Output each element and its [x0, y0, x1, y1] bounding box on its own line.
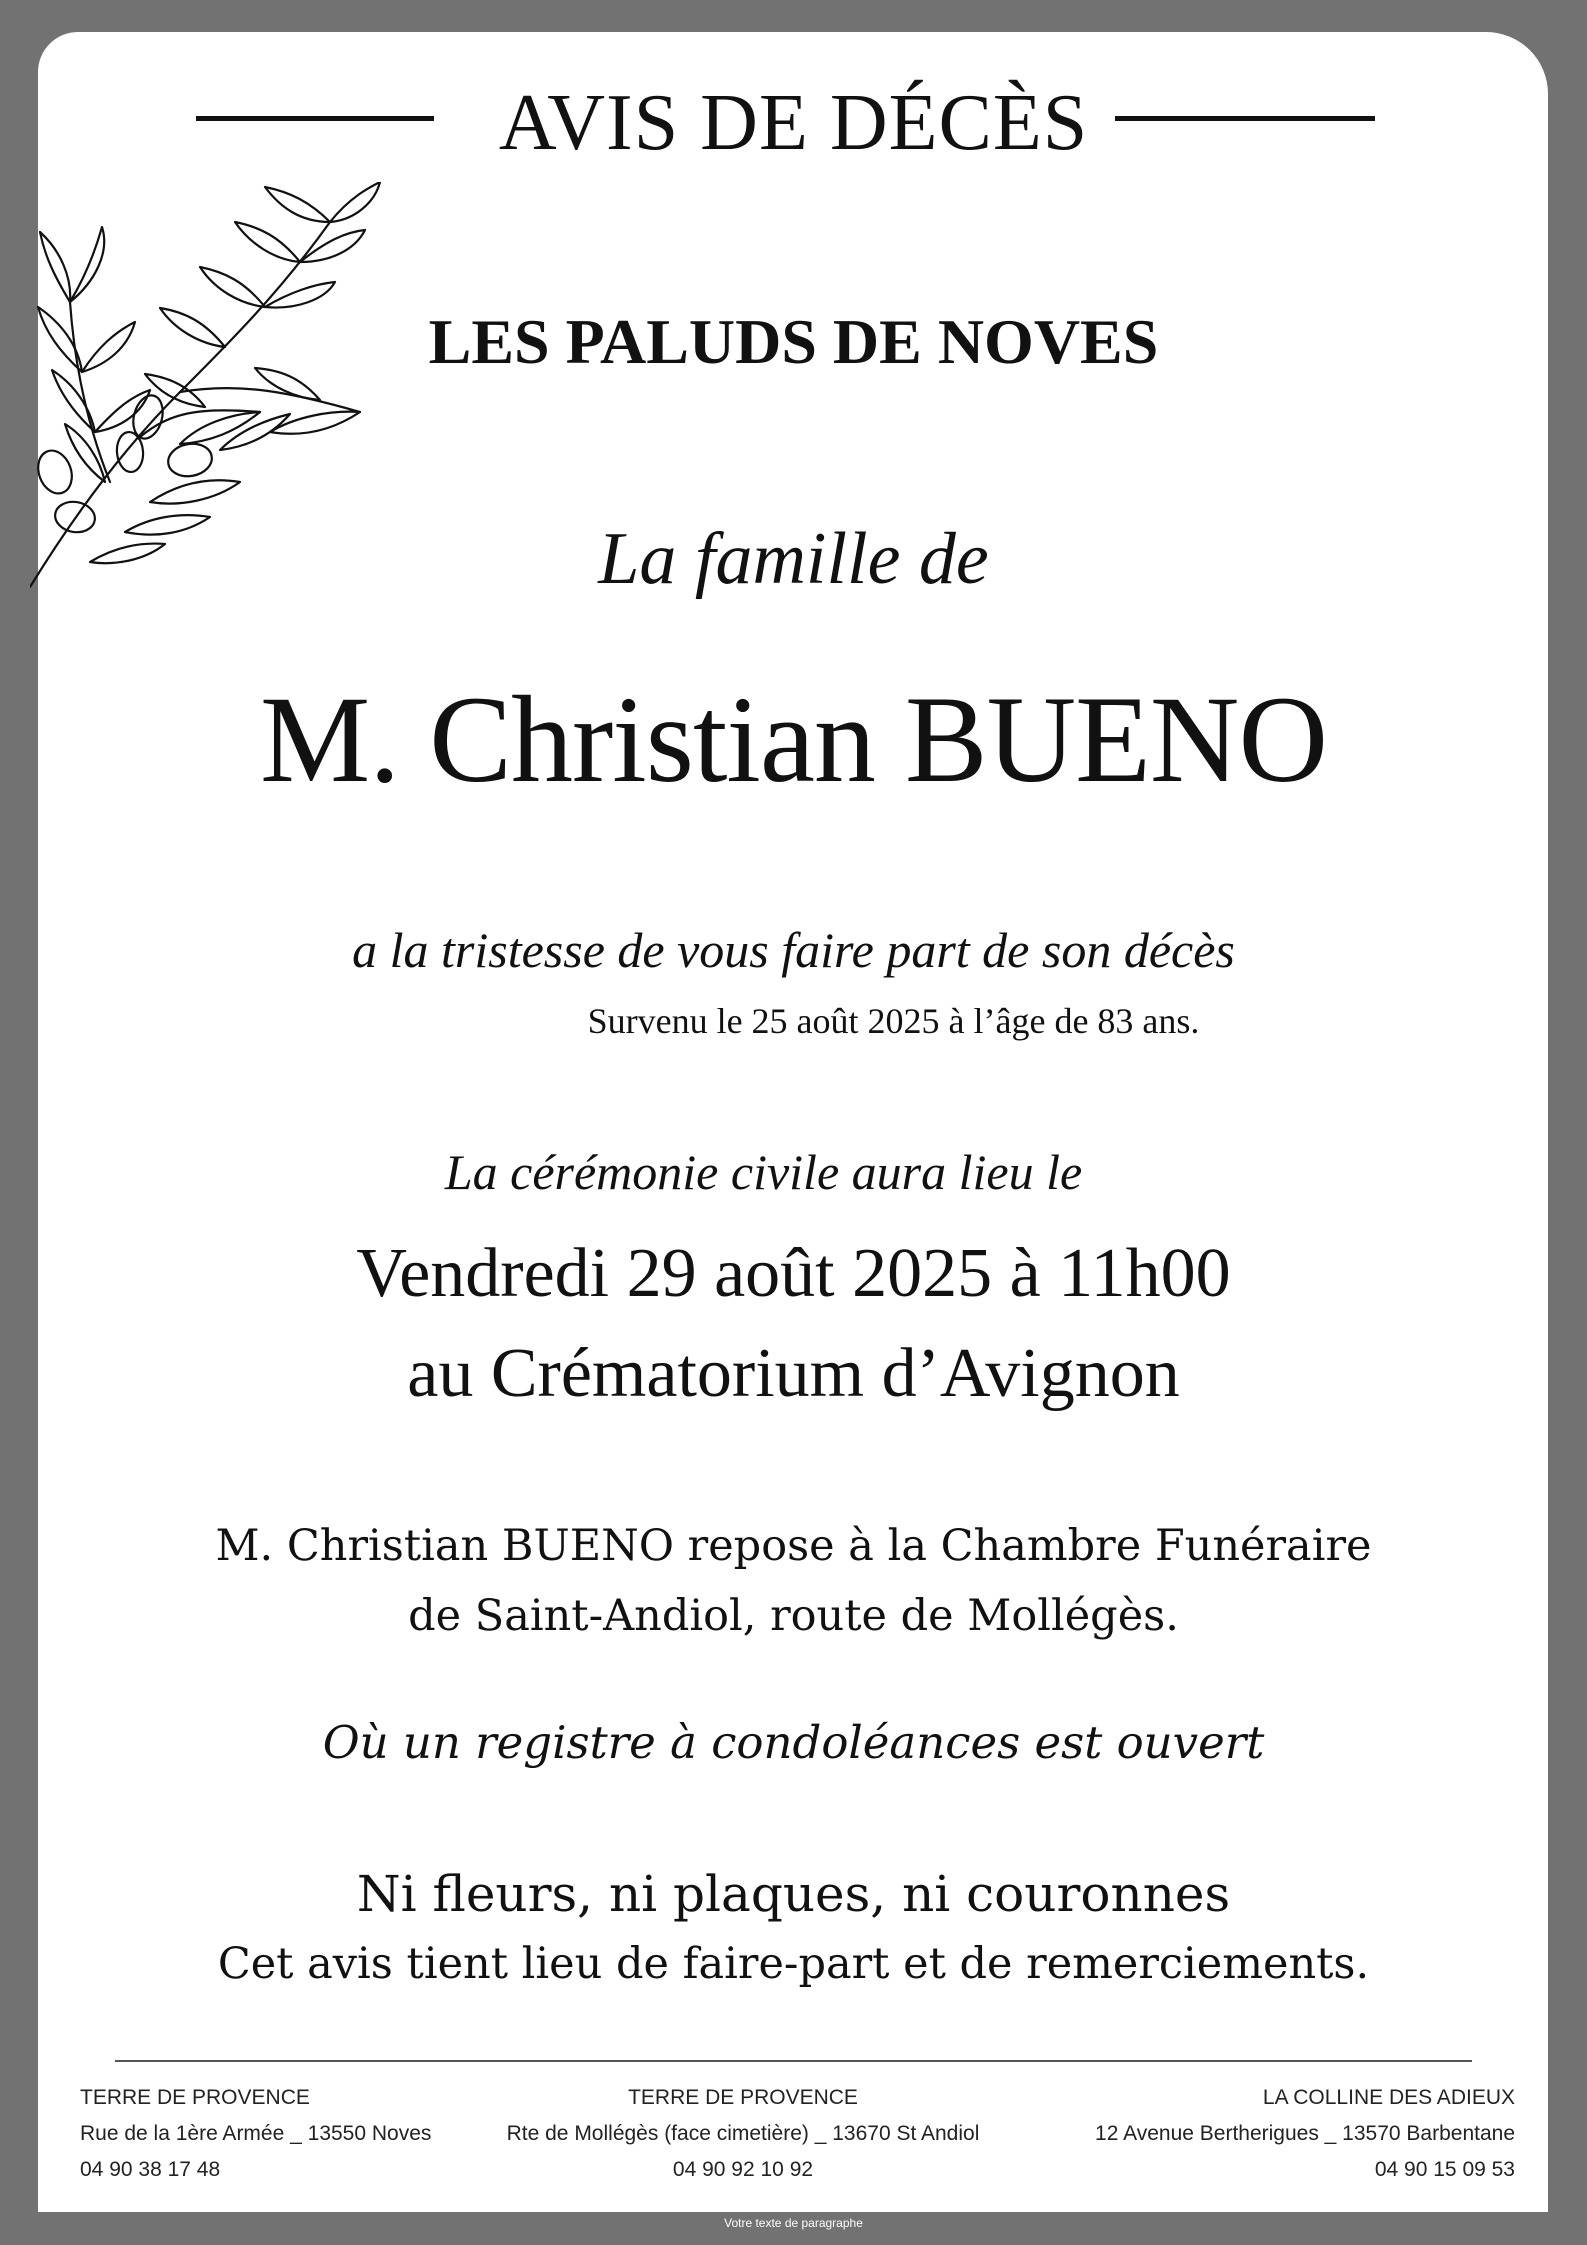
repose-line-1: M. Christian BUENO repose à la Chambre Funéraire	[215, 1521, 1372, 1571]
ceremony-intro: La cérémonie civile aura lieu le	[444, 1144, 1083, 1200]
agency-name: TERRE DE PROVENCE	[80, 2086, 310, 2109]
notice-line: Cet avis tient lieu de faire-part et de remerciements.	[217, 1939, 1370, 1989]
page-title: AVIS DE DÉCÈS	[498, 79, 1089, 167]
agency-st-andiol	[443, 2080, 1043, 2188]
repose-line-2: de Saint-Andiol, route de Mollégès.	[408, 1591, 1179, 1641]
deceased-name: M. Christian BUENO	[260, 671, 1327, 808]
location-heading: LES PALUDS DE NOVES	[428, 306, 1159, 377]
agency-address: Rte de Mollégès (face cimetière) _ 13670 St Andiol	[506, 2122, 980, 2145]
agency-phone: 04 90 92 10 92	[672, 2158, 814, 2181]
agency-phone: 04 90 15 09 53	[1374, 2158, 1515, 2181]
agency-noves	[80, 2080, 431, 2188]
agency-name: LA COLLINE DES ADIEUX	[1262, 2086, 1515, 2109]
footer-divider	[115, 2060, 1472, 2062]
ceremony-place: au Crématorium d’Avignon	[407, 1335, 1180, 1412]
agency-phone: 04 90 38 17 48	[80, 2158, 221, 2181]
no-flowers-line: Ni fleurs, ni plaques, ni couronnes	[356, 1865, 1231, 1923]
agency-address: 12 Avenue Bertherigues _ 13570 Barbentane	[1095, 2122, 1515, 2145]
date-of-death: Survenu le 25 août 2025 à l’âge de 83 ans.	[587, 1001, 1200, 1041]
agency-name: TERRE DE PROVENCE	[628, 2086, 858, 2109]
placeholder-text: Votre texte de paragraphe	[724, 2216, 863, 2230]
registry-line: Où un registre à condoléances est ouvert	[322, 1716, 1265, 1769]
family-intro: La famille de	[598, 518, 989, 600]
agency-address: Rue de la 1ère Armée _ 13550 Noves	[80, 2122, 432, 2145]
sadness-line: a la tristesse de vous faire part de son décès	[352, 922, 1235, 978]
ceremony-datetime: Vendredi 29 août 2025 à 11h00	[356, 1235, 1231, 1312]
agency-barbentane	[1095, 2080, 1515, 2188]
